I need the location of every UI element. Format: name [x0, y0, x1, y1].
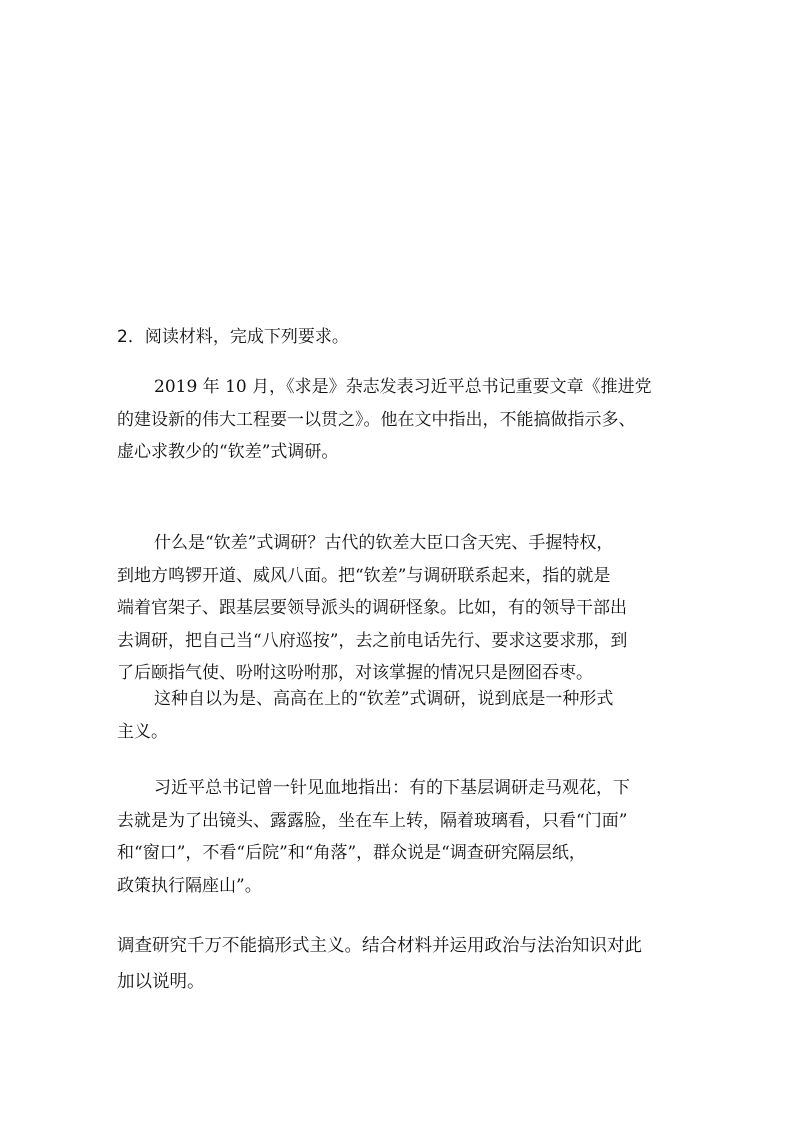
paragraph-line: 什么是“钦差”式调研？古代的钦差大臣口含天宪、手握特权， [154, 533, 614, 553]
paragraph-line: 去就是为了出镜头、露露脸，坐在车上转，隔着玻璃看，只看“门面” [117, 810, 628, 831]
paragraph-line: 这种自以为是、高高在上的“钦差”式调研，说到底是一种形式 [154, 689, 614, 709]
paragraph-line: 端着官架子、跟基层要领导派头的调研怪象。比如，有的领导干部出 [117, 598, 627, 618]
paragraph-line: 虚心求教少的“钦差”式调研。 [117, 442, 339, 462]
paragraph-line: 的建设新的伟大工程要一以贯之》。他在文中指出，不能搞做指示多、 [117, 409, 636, 430]
question-prompt [117, 928, 697, 1000]
prompt-line: 加以说明。 [117, 972, 205, 992]
paragraph-line: 和“窗口”，不看“后院”和“角落”，群众说是“调查研究隔层纸， [117, 843, 586, 863]
paragraph-line: 政策执行隔座山”。 [117, 875, 262, 896]
paragraph-line: 去调研，把自己当“八府巡按”，去之前电话先行、要求这要求那，到 [117, 630, 628, 651]
paragraph-line: 习近平总书记曾一针见血地指出：有的下基层调研走马观花，下 [154, 778, 630, 798]
paragraph-line: 主义。 [117, 721, 168, 742]
paragraph-line: 2019 年 10 月，《求是》杂志发表习近平总书记重要文章《推进党 [154, 377, 652, 397]
material-paragraph-2 [117, 527, 697, 690]
paragraph-line: 了后颐指气使、吩咐这吩咐那，对该掌握的情况只是囫囵吞枣。 [117, 663, 593, 683]
prompt-line: 调查研究千万不能搞形式主义。结合材料并运用政治与法治知识对此 [117, 936, 642, 956]
material-paragraph-1 [117, 371, 697, 469]
material-paragraph-4 [117, 772, 697, 902]
question-title: 2．阅读材料，完成下列要求。 [117, 327, 349, 347]
material-paragraph-3 [117, 683, 697, 748]
paragraph-line: 到地方鸣锣开道、威风八面。把“钦差”与调研联系起来，指的就是 [117, 565, 611, 586]
